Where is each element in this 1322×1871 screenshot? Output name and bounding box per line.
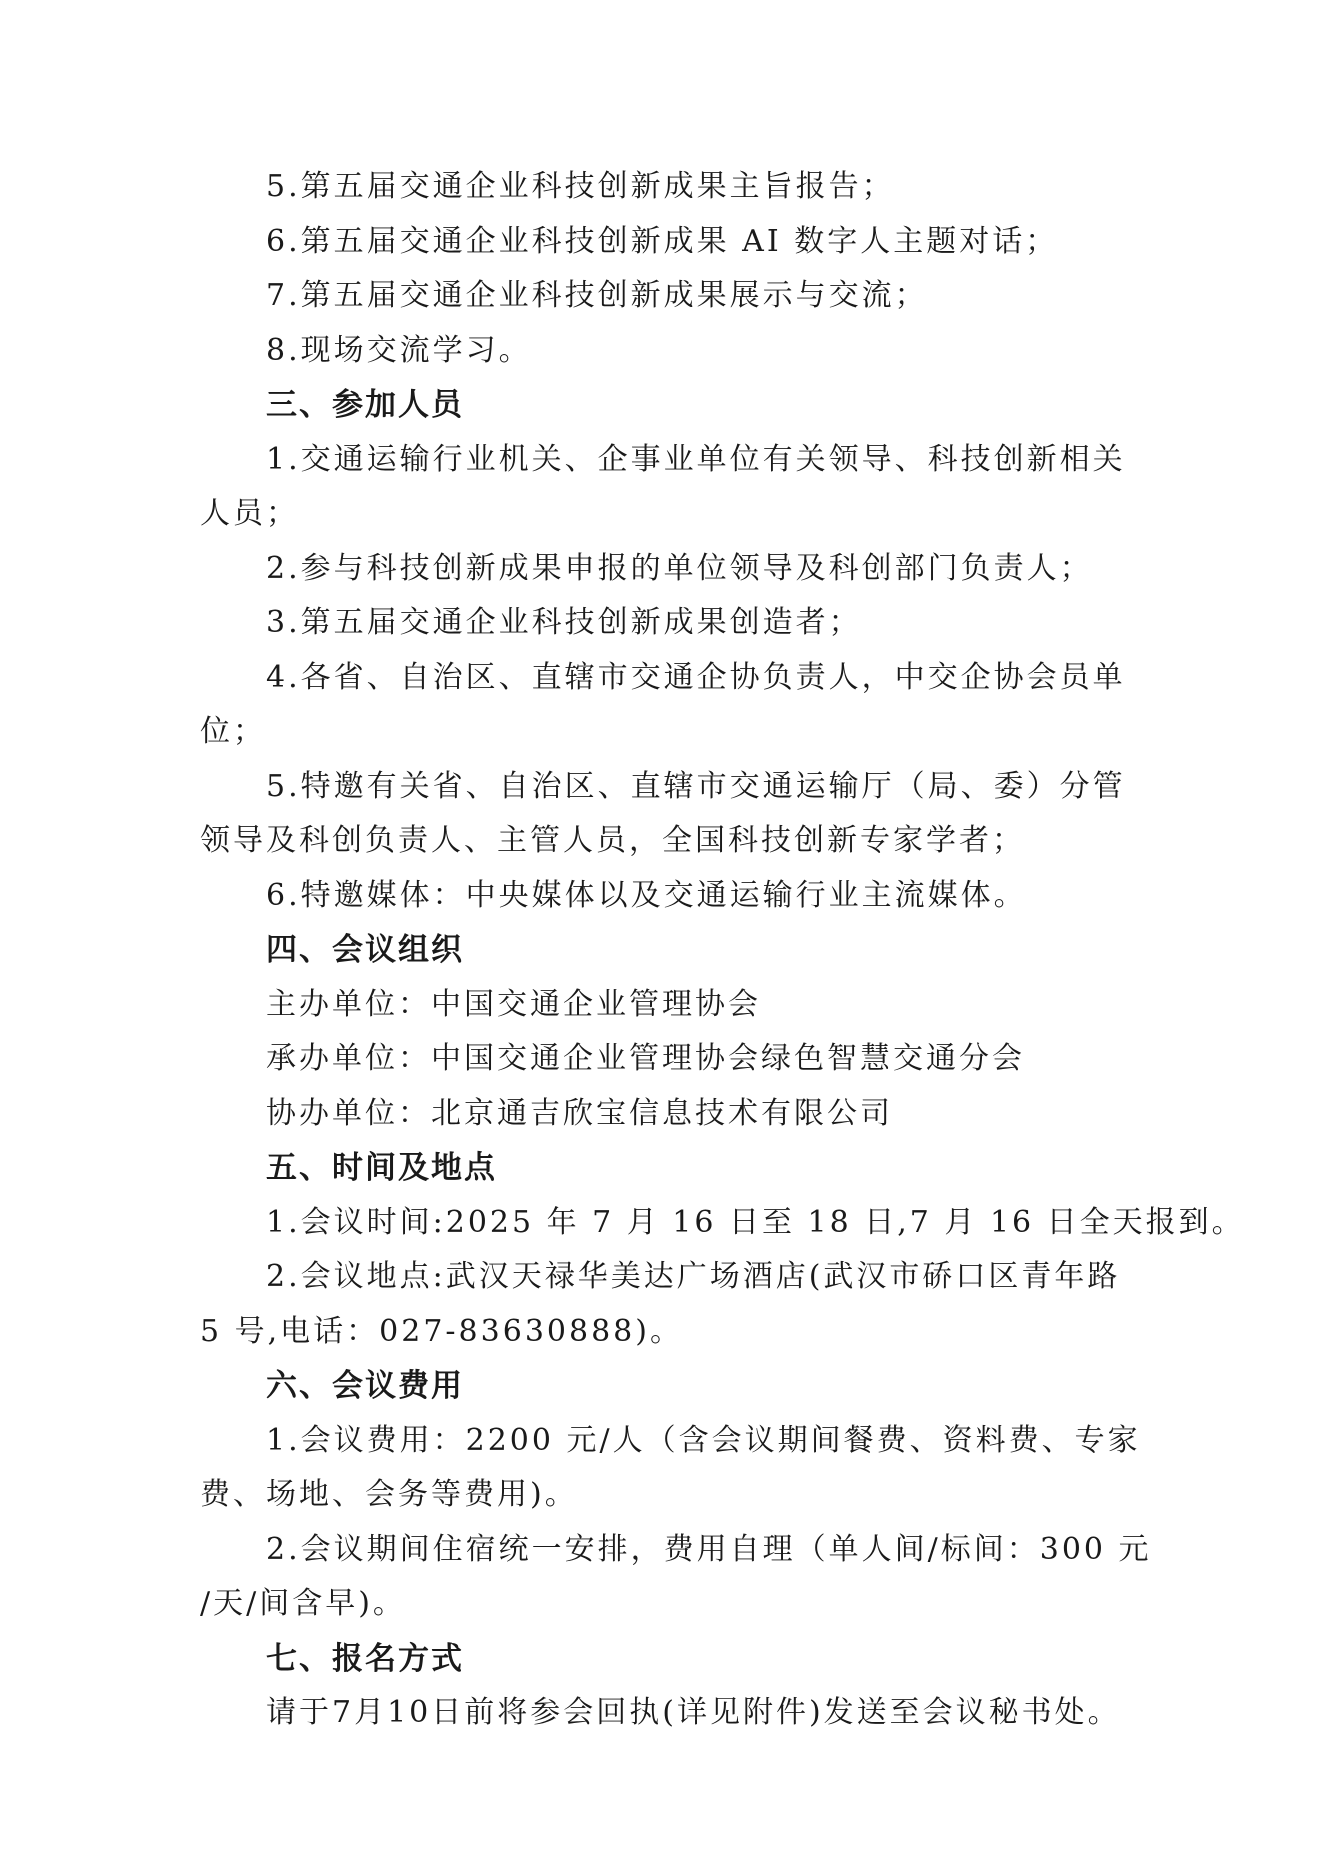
- paragraph-line: 协办单位：北京通吉欣宝信息技术有限公司: [266, 1095, 893, 1131]
- section-heading: 七、报名方式: [266, 1640, 464, 1677]
- section-heading: 五、时间及地点: [266, 1150, 497, 1186]
- document-body: [200, 160, 1245, 1741]
- paragraph-line: 1.会议费用：2200 元/人（含会议期间餐费、资料费、专家: [266, 1422, 1141, 1458]
- paragraph-line: 1.交通运输行业机关、企事业单位有关领导、科技创新相关: [266, 441, 1126, 477]
- paragraph-line: 承办单位：中国交通企业管理协会绿色智慧交通分会: [266, 1041, 1025, 1076]
- paragraph-line: 2.参与科技创新成果申报的单位领导及科创部门负责人；: [266, 550, 1093, 586]
- paragraph-line: 5.第五届交通企业科技创新成果主旨报告；: [266, 169, 895, 204]
- paragraph-line: 5.特邀有关省、自治区、直辖市交通运输厅（局、委）分管: [266, 768, 1126, 804]
- paragraph-line: 领导及科创负责人、主管人员，全国科技创新专家学者；: [200, 823, 1025, 858]
- paragraph-line: 8.现场交流学习。: [266, 332, 532, 368]
- paragraph-line: 6.第五届交通企业科技创新成果 AI 数字人主题对话；: [266, 223, 1059, 259]
- paragraph-line: 主办单位：中国交通企业管理协会: [266, 986, 761, 1022]
- paragraph-line: 6.特邀媒体：中央媒体以及交通运输行业主流媒体。: [266, 877, 1027, 913]
- section-heading: 四、会议组织: [266, 932, 464, 968]
- section-heading: 六、会议费用: [266, 1368, 464, 1404]
- paragraph-line: 4.各省、自治区、直辖市交通企协负责人，中交企协会员单: [266, 659, 1126, 695]
- paragraph-line: 7.第五届交通企业科技创新成果展示与交流；: [266, 278, 928, 313]
- paragraph-line: 2.会议地点:武汉天禄华美达广场酒店(武汉市硚口区青年路: [266, 1259, 1121, 1294]
- section-heading: 三、参加人员: [266, 387, 464, 423]
- paragraph-line: /天/间含早)。: [200, 1586, 406, 1621]
- paragraph-line: 1.会议时间:2025 年 7 月 16 日至 18 日,7 月 16 日全天报到。: [266, 1204, 1245, 1240]
- paragraph-line: 请于7月10日前将参会回执(详见附件)发送至会议秘书处。: [266, 1695, 1121, 1730]
- paragraph-line: 2.会议期间住宿统一安排，费用自理（单人间/标间：300 元: [266, 1531, 1152, 1567]
- paragraph-line: 费、场地、会务等费用)。: [200, 1477, 578, 1512]
- paragraph-line: 3.第五届交通企业科技创新成果创造者；: [266, 605, 862, 640]
- paragraph-line: 人员；: [200, 496, 299, 531]
- paragraph-line: 5 号,电话：027-83630888)。: [200, 1313, 683, 1349]
- paragraph-line: 位；: [200, 714, 266, 749]
